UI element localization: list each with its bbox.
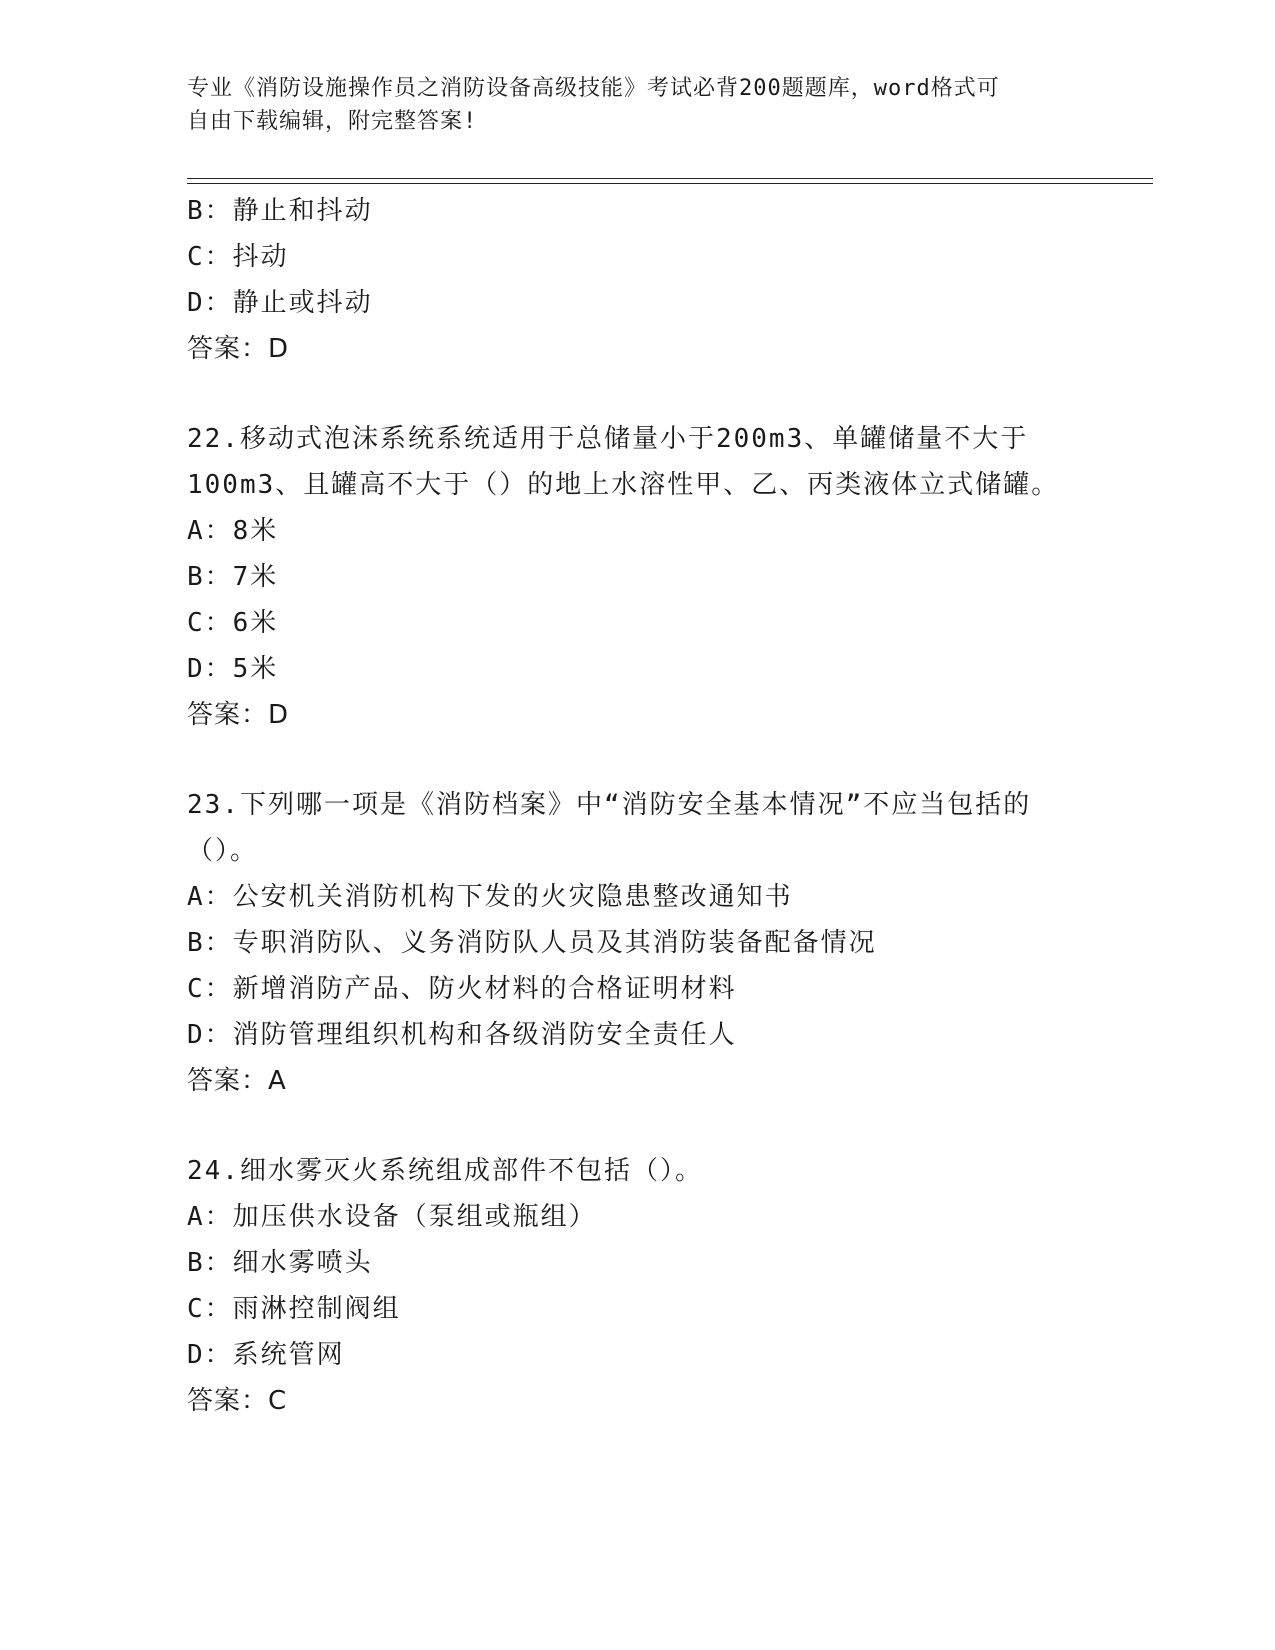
question-stem-continued: （）。 bbox=[187, 836, 259, 866]
question-block-24 bbox=[187, 1148, 1087, 1424]
answer-line: 答案：D bbox=[187, 700, 290, 730]
option-d: D：静止或抖动 bbox=[187, 288, 373, 318]
option-b: B：7米 bbox=[187, 562, 279, 592]
option-d: D：5米 bbox=[187, 654, 279, 684]
question-block-21 bbox=[187, 188, 1087, 372]
question-block-23 bbox=[187, 782, 1087, 1104]
option-b: B：细水雾喷头 bbox=[187, 1248, 373, 1278]
header-line-2: 自由下载编辑，附完整答案! bbox=[187, 109, 478, 134]
header-divider-top bbox=[187, 178, 1153, 179]
option-c: C：6米 bbox=[187, 608, 279, 638]
option-b: B：静止和抖动 bbox=[187, 196, 373, 226]
question-stem: 22.移动式泡沫系统系统适用于总储量小于200m3、单罐储量不大于 bbox=[187, 424, 1029, 454]
option-c: C：雨淋控制阀组 bbox=[187, 1294, 401, 1324]
document-body bbox=[187, 188, 1087, 1424]
question-stem: 23.下列哪一项是《消防档案》中“消防安全基本情况”不应当包括的 bbox=[187, 790, 1032, 820]
option-a: A：公安机关消防机构下发的火灾隐患整改通知书 bbox=[187, 882, 793, 912]
question-stem-continued: 100m3、且罐高不大于（）的地上水溶性甲、乙、丙类液体立式储罐。 bbox=[187, 470, 1060, 500]
question-block-22 bbox=[187, 416, 1087, 738]
option-d: D：消防管理组织机构和各级消防安全责任人 bbox=[187, 1020, 737, 1050]
option-c: C：新增消防产品、防火材料的合格证明材料 bbox=[187, 974, 737, 1004]
header-line-1: 专业《消防设施操作员之消防设备高级技能》考试必背200题题库，word格式可 bbox=[187, 76, 1000, 101]
answer-line: 答案：A bbox=[187, 1066, 287, 1096]
option-b: B：专职消防队、义务消防队人员及其消防装备配备情况 bbox=[187, 928, 877, 958]
header-divider-bottom bbox=[187, 183, 1153, 184]
option-a: A：8米 bbox=[187, 516, 279, 546]
option-c: C：抖动 bbox=[187, 242, 289, 272]
question-stem: 24.细水雾灭火系统组成部件不包括（）。 bbox=[187, 1156, 703, 1186]
option-a: A：加压供水设备（泵组或瓶组） bbox=[187, 1202, 597, 1232]
answer-line: 答案：D bbox=[187, 334, 290, 364]
document-header bbox=[187, 72, 1067, 138]
answer-line: 答案：C bbox=[187, 1386, 288, 1416]
option-d: D：系统管网 bbox=[187, 1340, 345, 1370]
